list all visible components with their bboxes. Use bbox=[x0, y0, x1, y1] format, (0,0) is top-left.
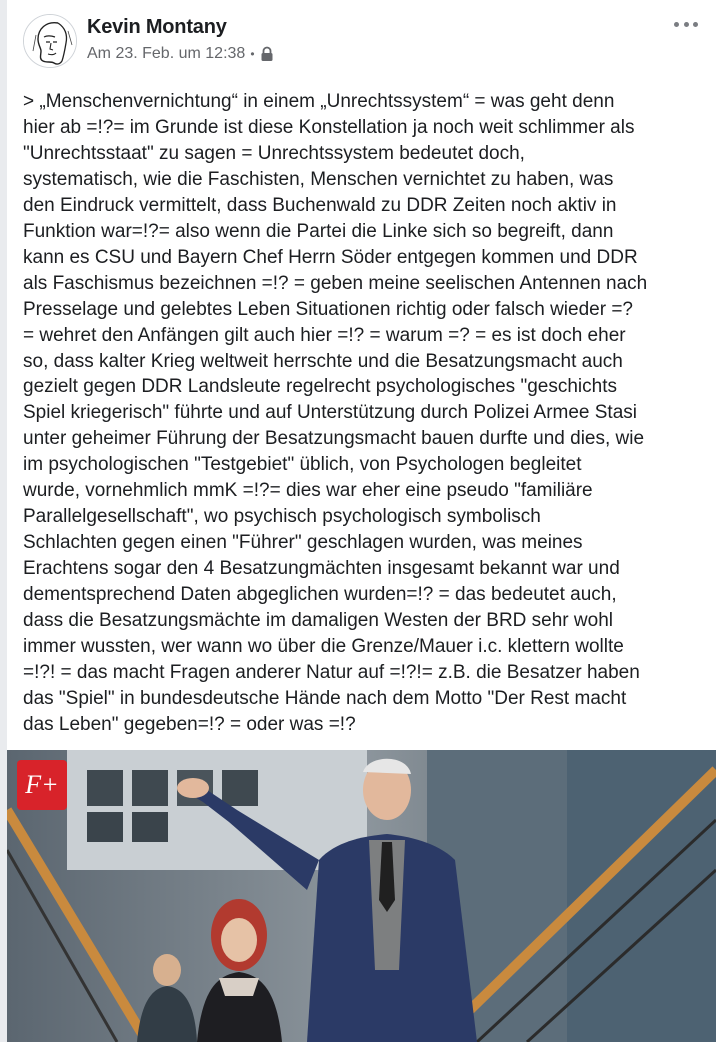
author-name[interactable]: Kevin Montany bbox=[87, 16, 227, 38]
post-text-line: Funktion war=!?= also wenn die Partei die Linke sich so begreift, dann bbox=[23, 220, 614, 242]
post-text-line: > „Menschenvernichtung“ in einem „Unrechtssystem“ = was geht denn bbox=[23, 91, 615, 112]
post-text-line: das "Spiel" in bundesdeutsche Hände nach dem Motto "Der Rest macht bbox=[23, 687, 627, 709]
post-text-line: das Leben" gegeben=!? = oder was =!? bbox=[23, 713, 356, 735]
post-photo[interactable] bbox=[7, 750, 716, 1042]
post-text-line: so, dass kalter Krieg weltweit herrschte und die Besatzungsmacht auch bbox=[23, 350, 623, 372]
post-text bbox=[23, 89, 713, 738]
post-timestamp[interactable]: Am 23. Feb. um 12:38 bbox=[87, 45, 246, 62]
avatar[interactable] bbox=[23, 14, 77, 68]
photo-scene bbox=[7, 750, 716, 1042]
post-text-line: kann es CSU und Bayern Chef Herrn Söder entgegen kommen und DDR bbox=[23, 246, 638, 268]
post-text-line: Presselage und gelebtes Leben Situationen richtig oder falsch wieder =? bbox=[23, 298, 633, 320]
post-text-line: als Faschismus bezeichnen =!? = geben meine seelischen Antennen nach bbox=[23, 272, 648, 294]
post-text-line: Parallelgesellschaft", wo psychisch psychologisch symbolisch bbox=[23, 506, 541, 528]
post-text-line: Schlachten gegen einen "Führer" geschlagen wurden, was meines bbox=[23, 532, 583, 554]
post-meta bbox=[87, 45, 274, 63]
post-text-line: Spiel kriegerisch" führte und auf Unterstützung durch Polizei Armee Stasi bbox=[23, 402, 638, 424]
post-text-line: den Eindruck vermittelt, dass Buchenwald zu DDR Zeiten noch aktiv in bbox=[23, 194, 617, 216]
post-text-line: im psychologischen "Testgebiet" üblich, von Psychologen begleitet bbox=[23, 454, 582, 476]
post-text-line: systematisch, wie die Faschisten, Menschen vernichtet zu haben, was bbox=[23, 168, 614, 190]
lock-icon[interactable] bbox=[260, 46, 274, 62]
more-options-icon[interactable] bbox=[672, 14, 700, 34]
post-text-line: = wehret den Anfängen gilt auch hier =!? = warum =? = es ist doch eher bbox=[23, 324, 626, 346]
post-header bbox=[7, 0, 716, 80]
post-text-line: hier ab =!?= im Grunde ist diese Konstellation ja noch weit schlimmer als bbox=[23, 116, 635, 138]
post-text-line: "Unrechtsstaat" zu sagen = Unrechtssystem bedeutet doch, bbox=[23, 142, 525, 164]
post-text-line: Erachtens sogar den 4 Besatzungmächten insgesamt bekannt war und bbox=[23, 558, 620, 580]
avatar-sketch-icon bbox=[24, 15, 77, 68]
post-text-line: dementsprechend Daten abgeglichen wurden=!? = das bedeutet auch, bbox=[23, 584, 617, 606]
post-text-line: unter geheimer Führung der Besatzungsmacht bauen durfte und dies, wie bbox=[23, 428, 645, 450]
publisher-badge-text: F+ bbox=[25, 770, 59, 799]
post-text-line: =!?! = das macht Fragen anderer Natur auf =!?!= z.B. die Besatzer haben bbox=[23, 661, 640, 683]
meta-separator: • bbox=[250, 47, 255, 61]
post-text-line: wurde, vornehmlich mmK =!?= dies war eher eine pseudo "familiäre bbox=[23, 480, 593, 502]
publisher-badge[interactable] bbox=[17, 760, 67, 810]
post-text-line: gezielt gegen DDR Landsleute regelrecht psychologisches "geschichts bbox=[23, 376, 617, 398]
post-text-line: immer wussten, wer wann wo über die Grenze/Mauer i.c. klettern wollte bbox=[23, 636, 624, 658]
post-text-line: dass die Besatzungsmächte im damaligen Westen der BRD sehr wohl bbox=[23, 610, 613, 632]
left-edge-divider bbox=[0, 0, 7, 1042]
